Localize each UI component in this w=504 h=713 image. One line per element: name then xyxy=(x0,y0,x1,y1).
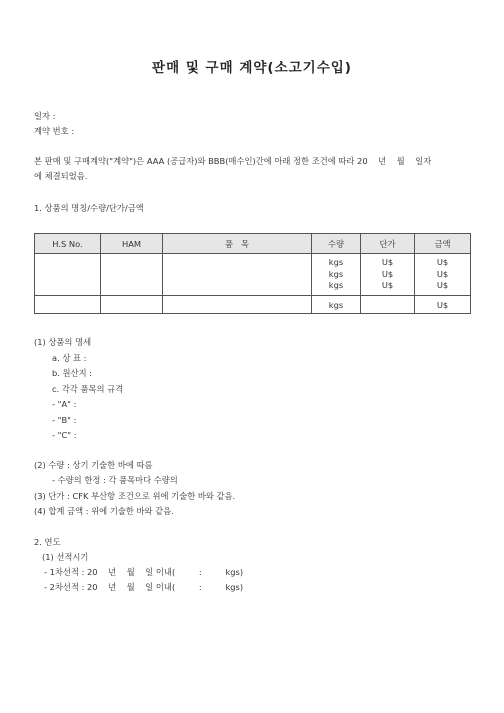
spec-heading: (1) 상품의 명세 xyxy=(34,337,92,347)
terms-total-amount: (4) 합계 금액 : 위에 기술한 바와 같음. xyxy=(34,506,174,516)
quantity-unit: kgs xyxy=(328,280,344,291)
item-cell xyxy=(163,296,312,314)
quantity-cell xyxy=(312,254,361,296)
ham-cell xyxy=(101,296,163,314)
hs-no-cell xyxy=(35,296,101,314)
quantity-unit: kgs xyxy=(328,257,344,268)
table-header-row xyxy=(35,234,471,254)
item-cell xyxy=(163,254,312,296)
terms-quantity-limit: - 수량의 한정 : 각 품목마다 수량의 xyxy=(52,475,178,485)
unit-price-cell xyxy=(361,254,415,296)
intro-line-2: 에 체결되었음. xyxy=(34,171,88,181)
first-shipment: - 1차선적 : 20 년 월 일 이내( : kgs) xyxy=(44,567,244,577)
spec-standard-a: - "A" : xyxy=(52,399,77,409)
spec-standard-b: - "B" : xyxy=(52,415,77,425)
quantity-cell: kgs xyxy=(312,296,361,314)
header-quantity: 수량 xyxy=(312,234,361,254)
date-label: 일자 : xyxy=(34,111,56,121)
unit-price-cell xyxy=(361,296,415,314)
section-1-heading: 1. 상품의 명칭/수량/단가/금액 xyxy=(34,203,144,213)
spec-standard-c: - "C" : xyxy=(52,430,77,440)
table-row xyxy=(35,254,471,296)
amount-cell: U$ xyxy=(415,296,471,314)
unit-price-currency: U$ xyxy=(381,257,394,268)
amount-currency: U$ xyxy=(436,257,449,268)
intro-line-1: 본 판매 및 구매계약("계약")은 AAA (공급자)와 BBB(매수인)간에 아래 정한 조건에 따라 20 년 월 일자 xyxy=(34,156,432,166)
goods-table xyxy=(34,233,471,314)
table-row xyxy=(35,296,471,314)
amount-cell xyxy=(415,254,471,296)
terms-unit-price: (3) 단가 : CFK 부산항 조건으로 위에 기술한 바와 같음. xyxy=(34,491,236,501)
amount-currency: U$ xyxy=(436,268,449,279)
contract-number-label: 계약 번호 : xyxy=(34,126,75,136)
hs-no-cell xyxy=(35,254,101,296)
document-title: 판매 및 구매 계약(소고기수입) xyxy=(152,60,352,76)
spec-brand: a. 상 표 : xyxy=(52,353,87,363)
terms-quantity: (2) 수량 : 상기 기술한 바에 따름 xyxy=(34,460,153,470)
ham-cell xyxy=(101,254,163,296)
header-ham: HAM xyxy=(101,234,163,254)
spec-origin: b. 원산지 : xyxy=(52,368,93,378)
amount-currency: U$ xyxy=(436,280,449,291)
quantity-unit: kgs xyxy=(328,268,344,279)
spec-item-standards: c. 각각 품목의 규격 xyxy=(52,384,124,394)
header-item: 품 목 xyxy=(163,234,312,254)
header-amount: 금액 xyxy=(415,234,471,254)
header-unit-price: 단가 xyxy=(361,234,415,254)
unit-price-currency: U$ xyxy=(381,280,394,291)
delivery-heading: 2. 연도 xyxy=(34,537,61,547)
unit-price-currency: U$ xyxy=(381,268,394,279)
header-hs-no: H.S No. xyxy=(35,234,101,254)
shipping-period-heading: (1) 선적시기 xyxy=(42,552,89,562)
second-shipment: - 2차선적 : 20 년 월 일 이내( : kgs) xyxy=(44,582,244,592)
